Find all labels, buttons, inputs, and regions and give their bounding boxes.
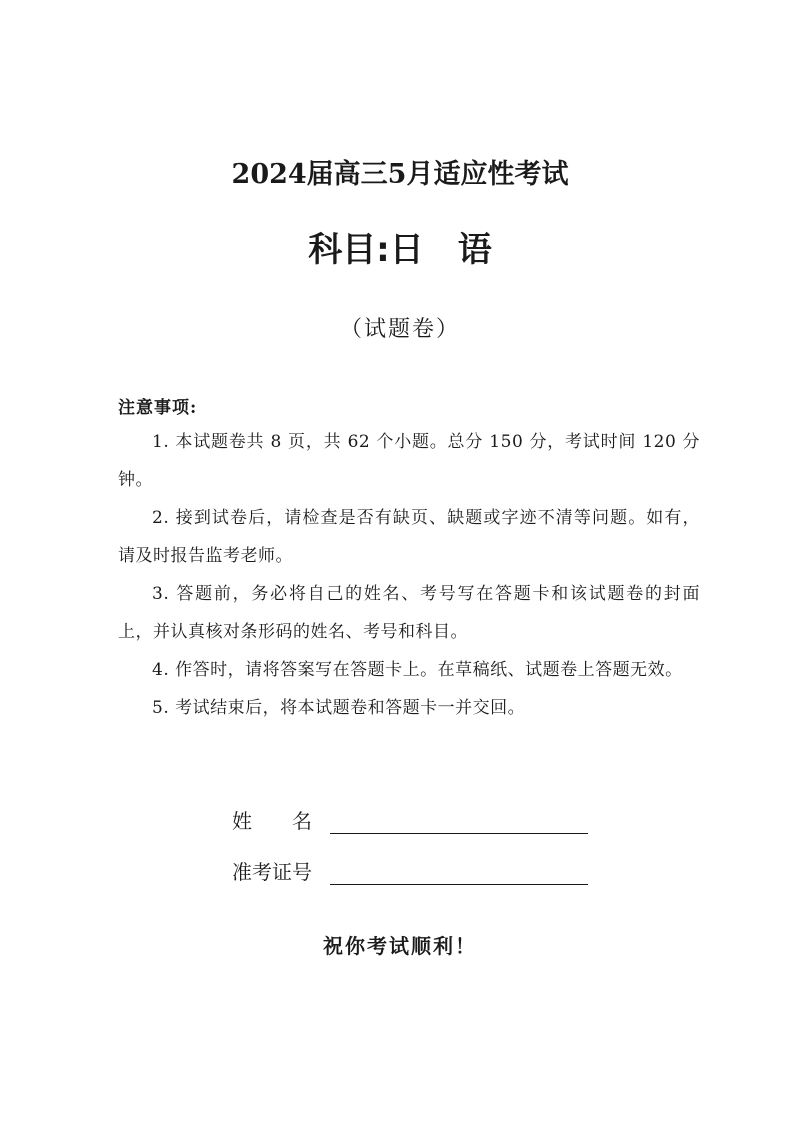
exam-number-field-row [232, 856, 588, 885]
note-item: 3. 答题前，务必将自己的姓名、考号写在答题卡和该试题卷的封面上，并认真核对条形码的姓名、考号和科目。 [118, 584, 700, 642]
exam-number-label: 准考证号 [232, 860, 312, 884]
closing-message: 祝你考试顺利！ [323, 934, 477, 958]
name-blank-line[interactable] [330, 811, 588, 834]
exam-number-blank-line[interactable] [330, 862, 588, 885]
paper-type-label: （试题卷） [339, 317, 460, 342]
notes-list [118, 423, 700, 727]
note-item: 1. 本试题卷共 8 页，共 62 个小题。总分 150 分，考试时间 120 分钟。 [118, 432, 700, 490]
name-label: 姓 名 [232, 809, 312, 833]
note-item: 5. 考试结束后，将本试题卷和答题卡一并交回。 [152, 698, 526, 718]
exam-title: 2024届高三5月适应性考试 [231, 159, 569, 190]
note-item: 2. 接到试卷后，请检查是否有缺页、缺题或字迹不清等问题。如有，请及时报告监考老师。 [118, 508, 700, 566]
notes-heading: 注意事项: [118, 398, 198, 418]
name-field-row [232, 805, 588, 834]
note-item: 4. 作答时，请将答案写在答题卡上。在草稿纸、试题卷上答题无效。 [152, 660, 683, 680]
subject-title: 科目:日 语 [308, 230, 492, 270]
